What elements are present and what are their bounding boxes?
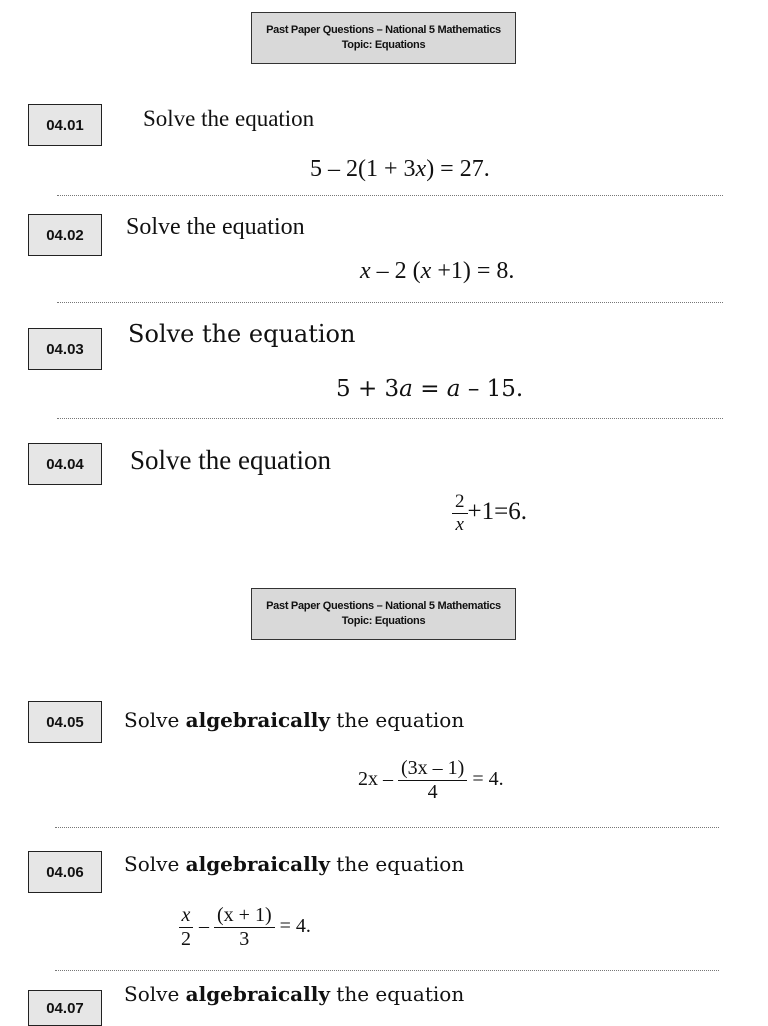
divider — [55, 970, 719, 971]
prompt-emphasis: algebraically — [185, 708, 330, 732]
fraction — [398, 758, 467, 803]
fraction-numerator: x — [179, 905, 194, 928]
divider — [57, 302, 723, 303]
question-number: 04.03 — [28, 328, 102, 370]
fraction-numerator: 2 — [452, 492, 468, 514]
page-header — [251, 12, 516, 64]
prompt-emphasis: algebraically — [185, 852, 330, 876]
question-equation: 5 + 3a = a – 15. — [336, 376, 524, 402]
divider — [57, 195, 723, 196]
page-header — [251, 588, 516, 640]
fraction-denominator: 4 — [427, 781, 438, 803]
prompt-text: the equation — [329, 852, 465, 876]
prompt-text: the equation — [329, 708, 465, 732]
fraction-numerator: (x + 1) — [214, 905, 275, 928]
prompt-text: Solve — [124, 982, 186, 1006]
question-number: 04.06 — [28, 851, 102, 893]
question-prompt: Solve the equation — [126, 214, 305, 240]
prompt-text: Solve — [124, 708, 186, 732]
question-equation: 5 – 2(1 + 3x) = 27. — [310, 156, 490, 182]
question-number: 04.01 — [28, 104, 102, 146]
equation-rest: = 4. — [472, 768, 504, 791]
fraction — [178, 905, 194, 950]
fraction-denominator: x — [455, 513, 464, 535]
prompt-text: Solve — [124, 852, 186, 876]
question-number: 04.07 — [28, 990, 102, 1026]
fraction — [452, 492, 468, 535]
equation-rest: = 4. — [279, 915, 311, 938]
question-number: 04.02 — [28, 214, 102, 256]
question-equation — [178, 905, 311, 950]
question-prompt — [124, 982, 464, 1006]
header-title: Past Paper Questions – National 5 Mathematics — [266, 600, 501, 612]
header-topic: Topic: Equations — [341, 615, 426, 627]
question-number: 04.04 — [28, 443, 102, 485]
fraction — [214, 905, 275, 950]
equation-lead: 2x – — [358, 768, 393, 791]
divider — [55, 827, 719, 828]
equation-rest: +1=6. — [467, 498, 527, 526]
question-number: 04.05 — [28, 701, 102, 743]
equation-operator: – — [199, 915, 209, 938]
fraction-numerator: (3x – 1) — [398, 758, 467, 781]
question-prompt: Solve the equation — [128, 320, 356, 348]
divider — [57, 418, 723, 419]
fraction-denominator: 2 — [181, 928, 191, 950]
prompt-emphasis: algebraically — [185, 982, 330, 1006]
question-equation — [358, 758, 504, 803]
header-topic: Topic: Equations — [341, 39, 426, 51]
fraction-denominator: 3 — [239, 928, 250, 950]
question-equation: x – 2 (x +1) = 8. — [360, 258, 515, 284]
question-prompt: Solve the equation — [143, 106, 315, 131]
header-title: Past Paper Questions – National 5 Mathematics — [266, 24, 501, 36]
question-equation — [452, 492, 527, 535]
question-prompt — [124, 852, 464, 876]
question-prompt: Solve the equation — [130, 445, 331, 475]
prompt-text: the equation — [329, 982, 465, 1006]
question-prompt — [124, 708, 464, 732]
